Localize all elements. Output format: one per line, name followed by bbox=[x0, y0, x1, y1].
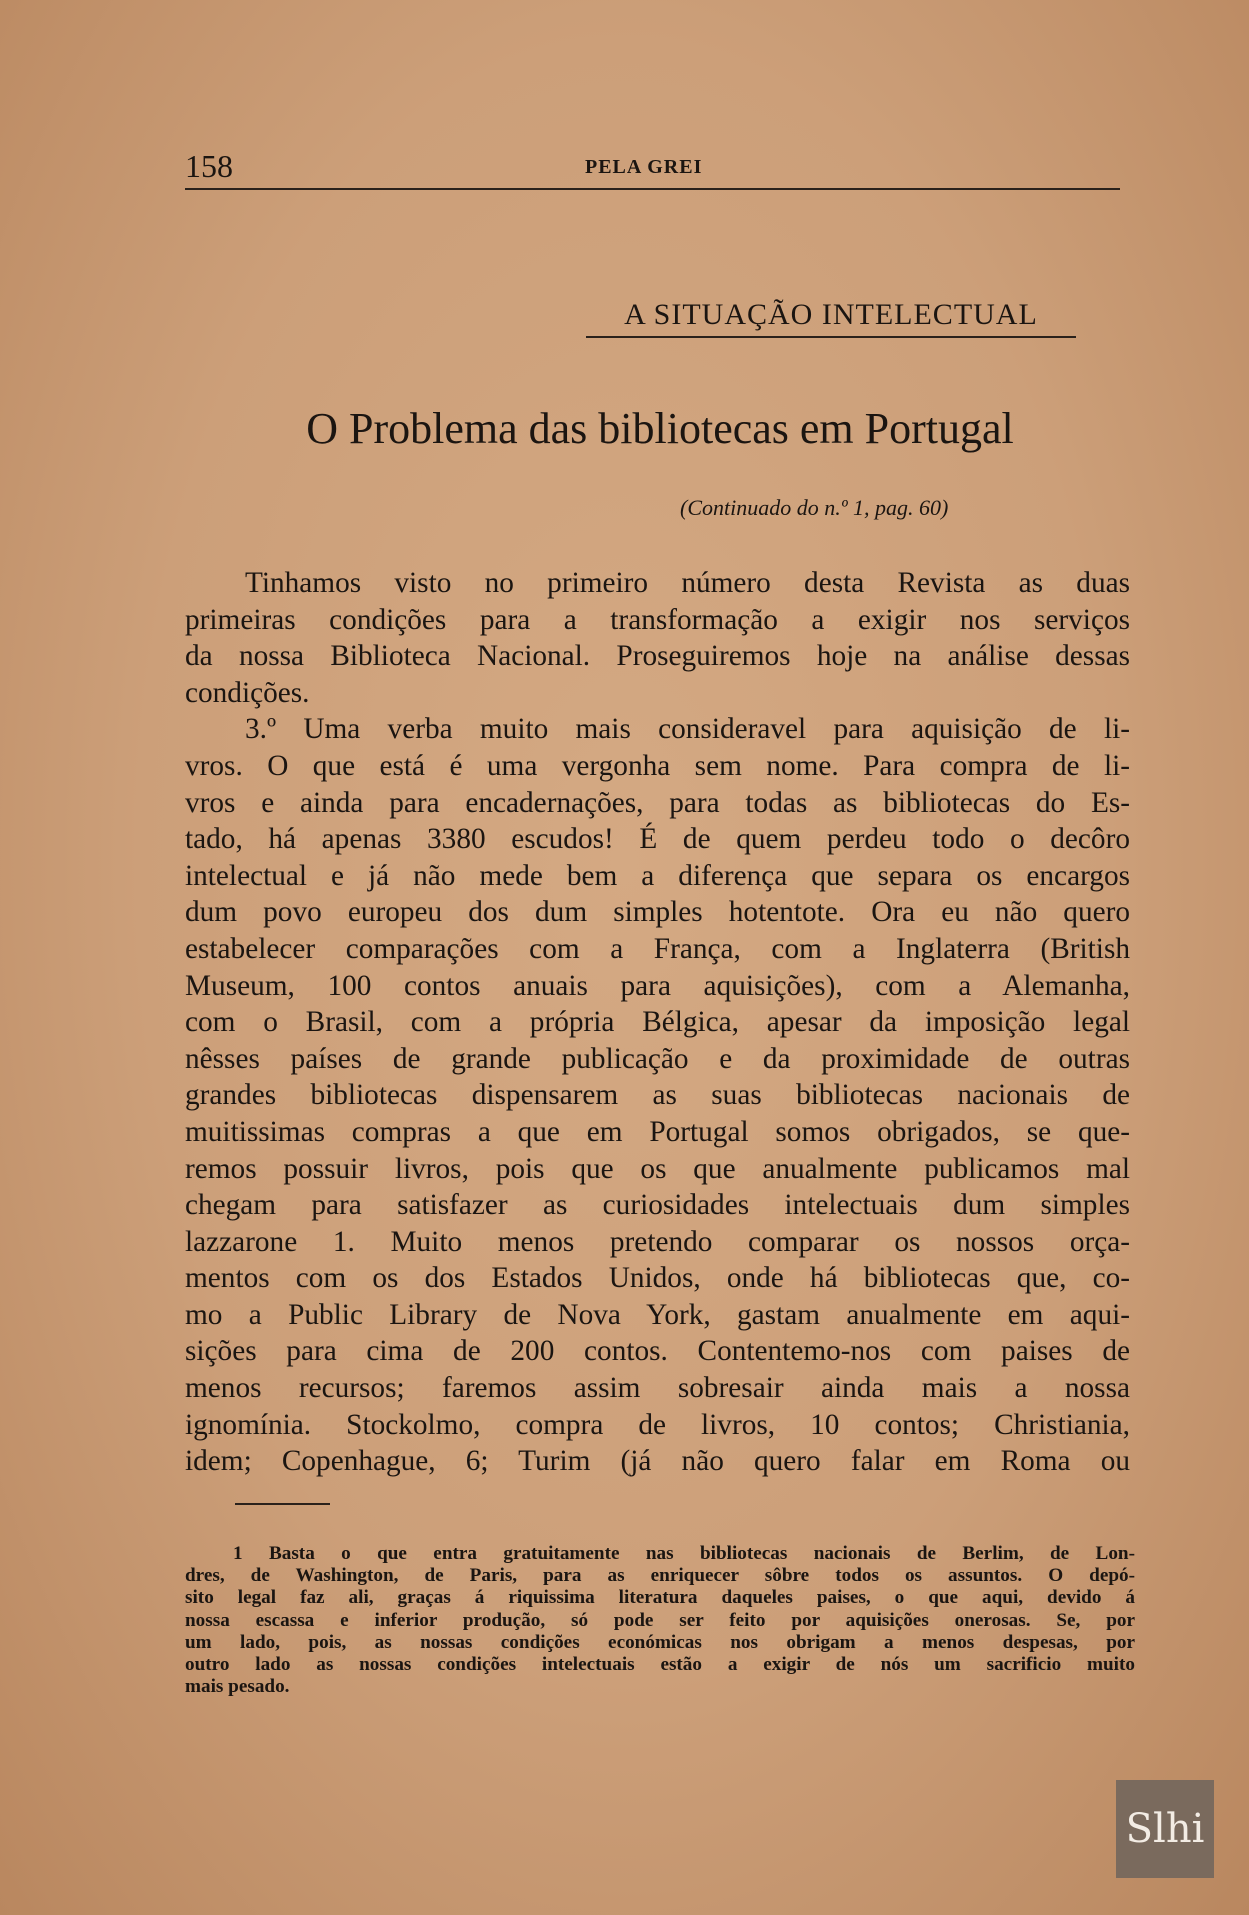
continued-note: (Continuado do n.º 1, pag. 60) bbox=[680, 495, 949, 520]
body-line: 3.º Uma verba muito mais consideravel para aquisição de li- bbox=[245, 713, 1130, 746]
footnote-line: 1 Basta o que entra gratuitamente nas bibliotecas nacionais de Berlim, de Lon- bbox=[233, 1543, 1135, 1564]
body-line: nêsses países de grande publicação e da proximidade de outras bbox=[185, 1042, 1130, 1075]
library-logo: Slhi bbox=[1116, 1780, 1214, 1878]
body-line: condições. bbox=[185, 676, 310, 709]
footnote-line: mais pesado. bbox=[185, 1676, 290, 1698]
body-line: da nossa Biblioteca Nacional. Proseguiremos hoje na análise dessas bbox=[185, 640, 1130, 673]
footnote-line: sito legal faz ali, graças á riquissima literatura daqueles paises, o que aqui, devido á bbox=[185, 1587, 1135, 1609]
body-line: ignomínia. Stockolmo, compra de livros, 10 contos; Christiania, bbox=[185, 1408, 1130, 1441]
body-line: com o Brasil, com a própria Bélgica, apesar da imposição legal bbox=[185, 1006, 1130, 1039]
body-line: mentos com os dos Estados Unidos, onde há bibliotecas que, co- bbox=[185, 1262, 1130, 1295]
body-line: intelectual e já não mede bem a diferença que separa os encargos bbox=[185, 859, 1130, 892]
body-line: remos possuir livros, pois que os que anualmente publicamos mal bbox=[185, 1152, 1130, 1185]
body-line: Tinhamos visto no primeiro número desta Revista as duas bbox=[245, 567, 1130, 599]
body-line: menos recursos; faremos assim sobresair ainda mais a nossa bbox=[185, 1372, 1130, 1405]
body-line: vros e ainda para encadernações, para todas as bibliotecas do Es- bbox=[185, 786, 1130, 819]
body-line: grandes bibliotecas dispensarem as suas bibliotecas nacionais de bbox=[185, 1079, 1130, 1112]
body-line: chegam para satisfazer as curiosidades intelectuais dum simples bbox=[185, 1189, 1130, 1222]
body-line: estabelecer comparações com a França, com a Inglaterra (British bbox=[185, 932, 1130, 965]
article-title: O Problema das bibliotecas em Portugal bbox=[306, 404, 1014, 453]
body-line: primeiras condições para a transformação a exigir nos serviços bbox=[185, 603, 1130, 636]
body-line: lazzarone 1. Muito menos pretendo comparar os nossos orça- bbox=[185, 1225, 1130, 1258]
body-line: sições para cima de 200 contos. Contentemo-nos com paises de bbox=[185, 1335, 1130, 1368]
footnote-divider bbox=[235, 1503, 330, 1505]
page-number: 158 bbox=[185, 148, 233, 184]
footnote-line: um lado, pois, as nossas condições económicas nos obrigam a menos despesas, por bbox=[185, 1631, 1135, 1653]
footnote bbox=[185, 1543, 1135, 1698]
section-title: A SITUAÇÃO INTELECTUAL bbox=[586, 298, 1076, 338]
footnote-line: nossa escassa e inferior produção, só pode ser feito por aquisições onerosas. Se, por bbox=[185, 1609, 1135, 1631]
body-line: idem; Copenhague, 6; Turim (já não quero falar em Roma ou bbox=[185, 1445, 1130, 1478]
footnote-line: outro lado as nossas condições intelectuais estão a exigir de nós um sacrificio muito bbox=[185, 1654, 1135, 1676]
footnote-line: dres, de Washington, de Paris, para as enriquecer sôbre todos os assuntos. O depó- bbox=[185, 1565, 1135, 1587]
running-head: PELA GREI bbox=[585, 156, 703, 178]
body-line: dum povo europeu dos dum simples hotentote. Ora eu não quero bbox=[185, 896, 1130, 929]
body-line: muitissimas compras a que em Portugal somos obrigados, se que- bbox=[185, 1115, 1130, 1148]
body-line: vros. O que está é uma vergonha sem nome. Para compra de li- bbox=[185, 749, 1130, 782]
page-header bbox=[185, 148, 1120, 190]
body-line: Museum, 100 contos anuais para aquisições), com a Alemanha, bbox=[185, 969, 1130, 1002]
body-text bbox=[185, 565, 1130, 1480]
body-line: tado, há apenas 3380 escudos! É de quem perdeu todo o decôro bbox=[185, 823, 1130, 856]
body-line: mo a Public Library de Nova York, gastam anualmente em aqui- bbox=[185, 1298, 1130, 1331]
